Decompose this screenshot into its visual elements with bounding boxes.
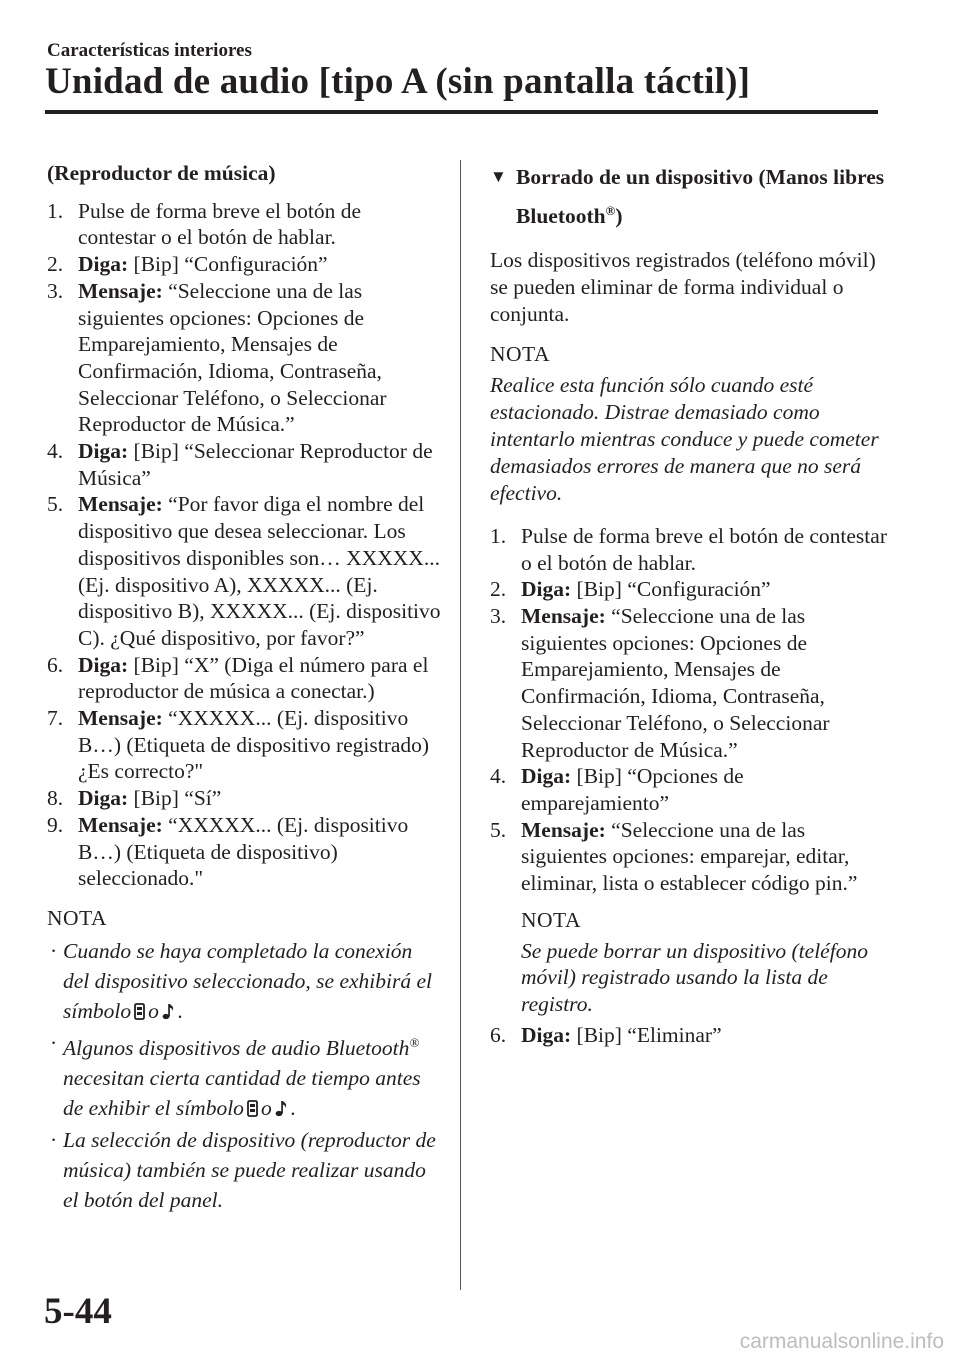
step-keyword: Mensaje: (78, 278, 163, 303)
step-text: [Bip] “Configuración” (128, 252, 328, 277)
nota-text-end: . (177, 998, 184, 1023)
step-number: 6. (490, 1022, 507, 1047)
registered-mark: ® (605, 203, 616, 218)
step-number: 7. (47, 706, 64, 731)
nested-nota-text: Se puede borrar un dispositivo (teléfono móvil) registrado usando la lista de registro. (521, 938, 868, 1016)
phone-icon (247, 1095, 258, 1125)
step-keyword: Mensaje: (521, 604, 606, 629)
section-heading-text: Borrado de un dispositivo (Manos libres Bluetooth (516, 165, 885, 229)
step-item (490, 817, 890, 897)
step-text: “Seleccione una de las siguientes opciones: Opciones de Emparejamiento, Mensajes de Confirmación, Idioma, Contraseña, Seleccionar Teléfono, o Seleccionar Reproductor de Música.” (521, 604, 830, 762)
step-keyword: Diga: (78, 652, 129, 677)
step-text: [Bip] “Configuración” (571, 577, 771, 602)
intro-paragraph: Los dispositivos registrados (teléfono móvil) se pueden eliminar de forma individual o conjunta. (490, 248, 876, 326)
subheading-music-player: (Reproductor de música) (47, 161, 276, 185)
step-keyword: Mensaje: (78, 706, 163, 731)
step-keyword: Diga: (521, 577, 572, 602)
phone-icon (134, 998, 145, 1028)
step-number: 9. (47, 812, 64, 837)
step-item (47, 491, 442, 651)
left-column (47, 160, 442, 1215)
triangle-down-icon: ▼ (490, 167, 507, 186)
nota-text: necesitan cierta cantidad de tiempo antes de exhibir el símbolo (63, 1065, 421, 1120)
step-number: 2. (47, 252, 64, 277)
column-divider (460, 160, 461, 1290)
nota-text: La selección de dispositivo (reproductor de música) también se puede realizar usando el botón del panel. (63, 1127, 436, 1212)
step-item (47, 251, 442, 278)
bullet-dot: · (50, 1127, 58, 1152)
step-item (490, 603, 890, 763)
section-heading-delete-device (490, 160, 890, 233)
step-item (47, 652, 442, 705)
nota-label: NOTA (47, 905, 107, 930)
step-keyword: Mensaje: (521, 817, 606, 842)
nota-label: NOTA (490, 342, 550, 367)
nota-text-or: o (148, 998, 159, 1023)
step-item (47, 278, 442, 438)
step-text: [Bip] “Sí” (128, 786, 222, 811)
right-steps-list (490, 523, 890, 897)
step-item (47, 438, 442, 491)
step-text: Pulse de forma breve el botón de contestar o el botón de hablar. (521, 523, 887, 575)
step-number: 8. (47, 786, 64, 811)
nota-text-or: o (260, 1095, 272, 1120)
header-rule (45, 110, 878, 114)
nota-item (47, 936, 442, 1028)
step-number: 1. (47, 198, 64, 223)
nota-label: NOTA (521, 907, 581, 932)
step-text: [Bip] “Opciones de emparejamiento” (521, 764, 744, 815)
step-keyword: Diga: (78, 439, 129, 464)
step-keyword: Diga: (78, 786, 129, 811)
page-title: Unidad de audio [tipo A (sin pantalla táctil)] (45, 61, 751, 102)
step-number: 5. (490, 817, 507, 842)
step-keyword: Diga: (521, 764, 572, 789)
step-text: “Seleccione una de las siguientes opciones: emparejar, editar, eliminar, lista o establecer código pin.” (521, 817, 858, 896)
step-text: “Por favor diga el nombre del dispositivo que desea seleccionar. Los dispositivos disponibles son… XXXXX... (Ej. dispositivo A), XXXXX... (Ej. dispositivo B), XXXXX... (Ej. dispositivo C). ¿Qué dispositivo, por favor?” (78, 492, 441, 650)
step-number: 4. (490, 764, 507, 789)
page-number: 5-44 (44, 1291, 112, 1332)
step-text: [Bip] “Eliminar” (571, 1022, 722, 1047)
nota-item (47, 1125, 442, 1215)
step-number: 3. (47, 278, 64, 303)
section-heading-close: ) (615, 204, 623, 229)
step-item (490, 576, 890, 603)
section-label: Características interiores (47, 40, 252, 61)
nota-list (47, 936, 442, 1215)
step-item (490, 523, 890, 576)
step-number: 4. (47, 439, 64, 464)
music-note-icon (275, 1095, 288, 1125)
step-text: “XXXXX... (Ej. dispositivo B…) (Etiqueta de dispositivo registrado) ¿Es correcto?" (78, 706, 430, 784)
nota-text: Cuando se haya completado la conexión del dispositivo seleccionado, se exhibirá el símbolo (63, 938, 432, 1023)
nota-text-end: . (290, 1095, 297, 1120)
step-number: 3. (490, 604, 507, 629)
right-column (490, 160, 890, 1048)
step-text: “Seleccione una de las siguientes opciones: Opciones de Emparejamiento, Mensajes de Confirmación, Idioma, Contraseña, Seleccionar Teléfono, o Seleccionar Reproductor de Música.” (78, 278, 387, 437)
step-item (47, 812, 442, 892)
step-item (490, 1022, 890, 1049)
step-text: [Bip] “Seleccionar Reproductor de Música” (78, 439, 433, 490)
step-text: “XXXXX... (Ej. dispositivo B…) (Etiqueta de dispositivo) seleccionado." (78, 812, 409, 891)
watermark: carmanualsonline.info (739, 1330, 944, 1353)
step-text: Pulse de forma breve el botón de contestar o el botón de hablar. (78, 198, 361, 250)
step-keyword: Mensaje: (78, 492, 163, 517)
nota-body: Realice esta función sólo cuando esté estacionado. Distrae demasiado como intentarlo mientras conduce y puede cometer demasiados errores de manera que no será efectivo. (490, 372, 879, 505)
step-keyword: Diga: (521, 1022, 572, 1047)
step-text: [Bip] “X” (Diga el número para el reproductor de música a conectar.) (78, 652, 429, 704)
step-keyword: Diga: (78, 252, 129, 277)
bullet-dot: · (50, 1030, 58, 1055)
step-number: 2. (490, 577, 507, 602)
step-number: 1. (490, 523, 507, 548)
step-number: 6. (47, 652, 64, 677)
step-item (47, 785, 442, 812)
nested-nota (490, 907, 890, 1018)
step-keyword: Mensaje: (78, 812, 163, 837)
registered-mark: ® (409, 1034, 420, 1050)
bullet-dot: · (50, 938, 58, 963)
music-note-icon (162, 998, 175, 1028)
left-steps-list (47, 198, 442, 892)
step-number: 5. (47, 492, 64, 517)
step-item (47, 198, 442, 251)
nota-item (47, 1028, 442, 1125)
step-item (47, 705, 442, 785)
step-item (490, 763, 890, 816)
nota-text: Algunos dispositivos de audio Bluetooth (63, 1035, 410, 1060)
